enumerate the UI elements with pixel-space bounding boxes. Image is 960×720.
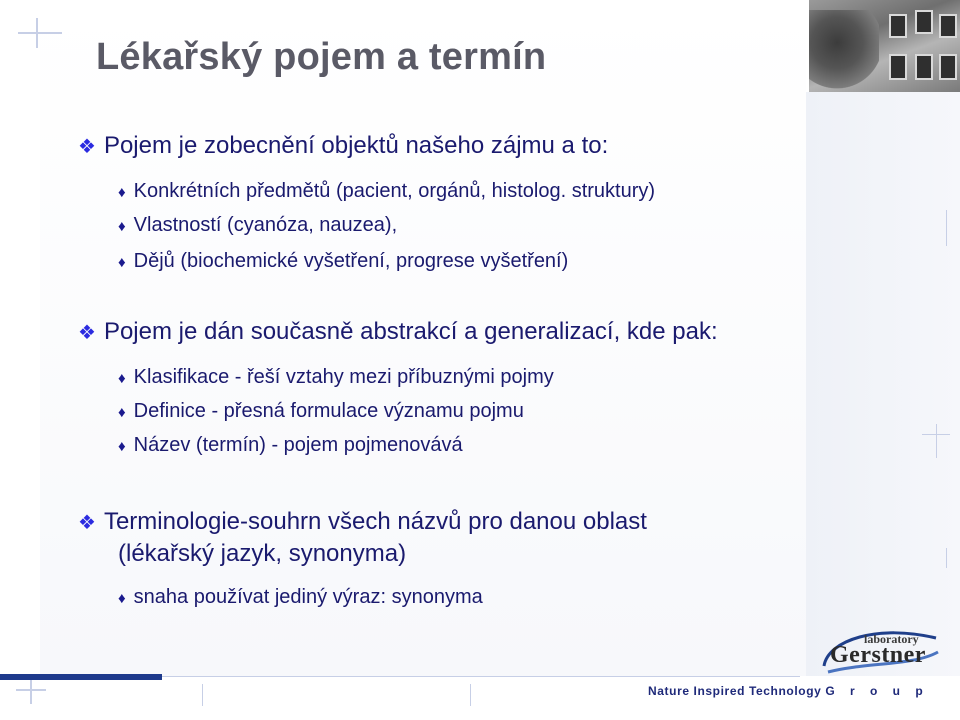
sub-bullet-text: Dějů (biochemické vyšetření, progrese vyšetření) [133, 250, 569, 272]
footer-group-text: G r o u p [825, 684, 929, 698]
guide-line [36, 18, 38, 48]
small-diamond-bullet-icon: ♦ [118, 438, 126, 455]
window-shape [889, 14, 907, 38]
guide-line [30, 680, 32, 704]
sub-bullet-text: Konkrétních předmětů (pacient, orgánů, histolog. struktury) [133, 180, 656, 202]
bullet-text: Terminologie-souhrn všech názvů pro danou oblast [103, 508, 647, 535]
sub-bullet-item [118, 366, 554, 389]
footer-accent-bar [0, 674, 162, 680]
footer-tagline [648, 684, 929, 698]
four-diamond-bullet-icon: ❖ [78, 136, 96, 158]
window-shape [939, 14, 957, 38]
bullet-item [78, 132, 608, 160]
sub-bullet-text: Název (termín) - pojem pojmenovává [133, 434, 463, 456]
sub-bullet-item [118, 586, 483, 609]
sub-bullet-item [118, 434, 463, 457]
window-shape [889, 54, 907, 80]
tree-shape [809, 10, 879, 92]
sub-bullet-item [118, 250, 568, 273]
window-shape [915, 54, 933, 80]
guide-line [936, 424, 937, 458]
four-diamond-bullet-icon: ❖ [78, 512, 96, 534]
sub-bullet-text: Vlastností (cyanóza, nauzea), [133, 214, 398, 236]
small-diamond-bullet-icon: ♦ [118, 218, 126, 235]
window-shape [939, 54, 957, 80]
gerstner-logo [818, 622, 942, 680]
small-diamond-bullet-icon: ♦ [118, 254, 126, 271]
bullet-text: Pojem je zobecnění objektů našeho zájmu a to: [103, 132, 609, 159]
window-shape [915, 10, 933, 34]
four-diamond-bullet-icon: ❖ [78, 322, 96, 344]
logo-small-text: laboratory [864, 632, 919, 646]
building-photo [809, 0, 960, 92]
guide-line [946, 548, 947, 568]
guide-line [202, 684, 203, 706]
sub-bullet-text: Definice - přesná formulace významu pojmu [133, 400, 524, 422]
guide-line [18, 32, 62, 34]
sub-bullet-text: snaha používat jediný výraz: synonyma [133, 586, 483, 608]
slide-title: Lékařský pojem a termín [96, 36, 547, 78]
footer-tagline-text: Nature Inspired Technology [648, 684, 822, 698]
sub-bullet-item [118, 214, 397, 237]
sub-bullet-text: Klasifikace - řeší vztahy mezi příbuznými pojmy [133, 366, 554, 388]
right-panel-background [806, 92, 960, 676]
guide-line [946, 210, 947, 246]
sub-bullet-item [118, 400, 524, 423]
bullet-continuation-text: (lékařský jazyk, synonyma) [118, 540, 407, 567]
sub-bullet-item [118, 180, 655, 203]
small-diamond-bullet-icon: ♦ [118, 404, 126, 421]
bullet-item [78, 508, 647, 536]
logo-name-text: Gerstner [830, 642, 926, 668]
small-diamond-bullet-icon: ♦ [118, 184, 126, 201]
small-diamond-bullet-icon: ♦ [118, 590, 126, 607]
bullet-item [78, 318, 718, 346]
small-diamond-bullet-icon: ♦ [118, 370, 126, 387]
guide-line [470, 684, 471, 706]
bullet-text: Pojem je dán současně abstrakcí a generalizací, kde pak: [103, 318, 718, 345]
